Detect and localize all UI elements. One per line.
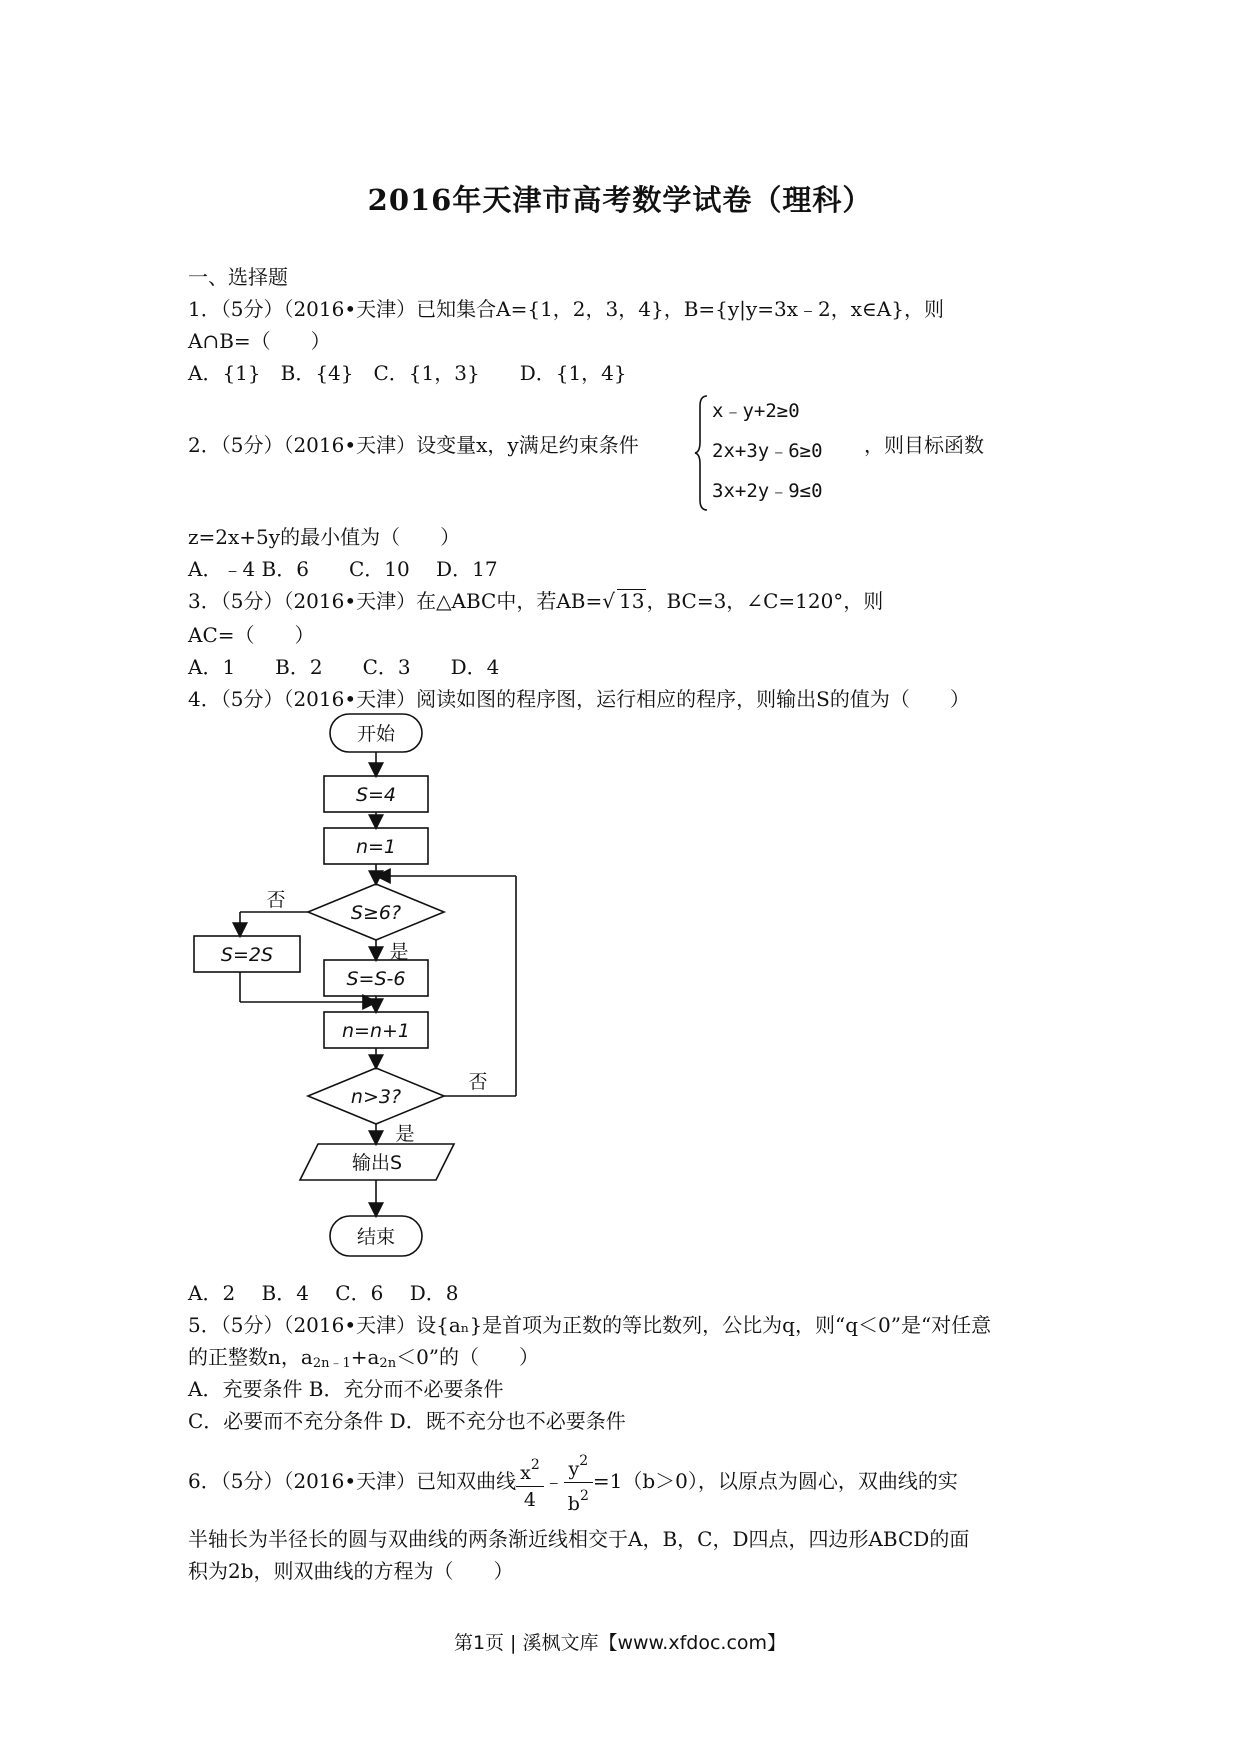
flow-yes2-label: 是 (395, 1123, 415, 1145)
flow-yes1-label: 是 (389, 941, 409, 963)
constraint-2: 2x+3y﹣6≥0 (712, 440, 823, 462)
constraint-3: 3x+2y﹣9≤0 (712, 480, 823, 502)
q6-frac2-exp: 2 (579, 1453, 589, 1469)
q6-tail: =1（b＞0），以原点为圆心，双曲线的实 (592, 1469, 958, 1493)
q6-frac1-den: 4 (523, 1489, 537, 1511)
page-number: 第1页 (453, 1632, 505, 1654)
flow-no1-label: 否 (266, 889, 286, 911)
flow-subtract-label: S=S-6 (346, 968, 406, 990)
q6-frac2-den: b (567, 1493, 580, 1515)
q5-line1: 5．（5分）（2016•天津）设{aₙ}是首项为正数的等比数列，公比为q，则“q＜0”是“对任意 (188, 1313, 992, 1337)
q3-options: A．1 B．2 C．3 D．4 (188, 655, 500, 679)
q3-line1 (188, 588, 883, 614)
flow-cond1-label: S≥6? (350, 902, 402, 924)
q6-frac1-num: x (520, 1462, 531, 1484)
q5-line2-post: ＜0”的（ ） (396, 1345, 540, 1369)
footer-separator: | (510, 1632, 517, 1654)
q5-line2-pre: 的正整数n，a (188, 1345, 313, 1369)
flow-s-init-label: S=4 (355, 784, 397, 806)
brace-icon (694, 394, 710, 512)
flow-output-label: 输出S (351, 1152, 403, 1174)
q3-lead: 3．（5分）（2016•天津）在△ABC中，若AB= (188, 589, 603, 613)
footer-site[interactable]: 溪枫文库【www.xfdoc.com】 (522, 1632, 787, 1654)
flowchart (184, 712, 524, 1272)
flow-no2-label: 否 (468, 1071, 488, 1093)
q5-options1: A．充要条件 B．充分而不必要条件 (188, 1377, 504, 1401)
q1-options: A．{1} B．{4} C．{1，3} D．{1，4} (188, 361, 627, 385)
q3-tail: ，BC=3，∠C=120°，则 (646, 589, 884, 613)
q2-lead: 2．（5分）（2016•天津）设变量x，y满足约束条件 (188, 433, 639, 457)
q2-tail: ，则目标函数 (864, 433, 984, 457)
q6-frac1 (516, 1452, 544, 1513)
q5-line2 (188, 1344, 539, 1377)
q6-line3: 积为2b，则双曲线的方程为（ ） (188, 1559, 514, 1583)
q6-lead: 6．（5分）（2016•天津）已知双曲线 (188, 1469, 517, 1493)
q6-line2: 半轴长为半径长的圆与双曲线的两条渐近线相交于A，B，C，D四点，四边形ABCD的面 (188, 1527, 970, 1551)
sqrt-radicand: 13 (619, 589, 645, 613)
flow-cond2-label: n>3? (350, 1086, 402, 1108)
q2-options: A．﹣4 B．6 C．10 D．17 (188, 557, 498, 581)
sqrt-sign: √ (602, 589, 615, 613)
q5-sub2: 2n (379, 1356, 397, 1371)
flow-increment-label: n=n+1 (341, 1020, 411, 1042)
page-title: 2016年天津市高考数学试卷（理科） (367, 183, 873, 217)
constraint-system (694, 394, 864, 512)
constraint-1: x﹣y+2≥0 (712, 400, 800, 422)
page-footer (0, 1628, 1240, 1655)
flow-start-label: 开始 (356, 723, 396, 745)
q5-plus: +a (350, 1345, 380, 1369)
flow-n-init-label: n=1 (355, 836, 397, 858)
q6-frac2-num: y (568, 1458, 580, 1480)
q6-minus: ﹣ (543, 1469, 564, 1493)
q5-options2: C．必要而不充分条件 D．既不充分也不必要条件 (188, 1409, 626, 1433)
q6-frac1-exp: 2 (530, 1457, 540, 1473)
q2-line2: z=2x+5y的最小值为（ ） (188, 525, 461, 549)
q6-frac2-den-exp: 2 (579, 1488, 589, 1504)
flow-end-label: 结束 (356, 1226, 396, 1248)
flow-double-label: S=2S (220, 944, 274, 966)
section-heading: 一、选择题 (188, 265, 288, 289)
q6-frac2 (564, 1448, 593, 1517)
q5-sub1: 2n﹣1 (312, 1356, 351, 1371)
q4-options: A．2 B．4 C．6 D．8 (188, 1281, 459, 1305)
q1-line1: 1．（5分）（2016•天津）已知集合A={1，2，3，4}，B={y|y=3x﹣2，x∈A}，则 (188, 297, 944, 321)
q4-line1: 4．（5分）（2016•天津）阅读如图的程序图，运行相应的程序，则输出S的值为（ ） (188, 687, 970, 711)
q3-line2: AC=（ ） (188, 623, 315, 647)
q6-line1 (188, 1448, 958, 1517)
q1-line2: A∩B=（ ） (188, 329, 331, 353)
